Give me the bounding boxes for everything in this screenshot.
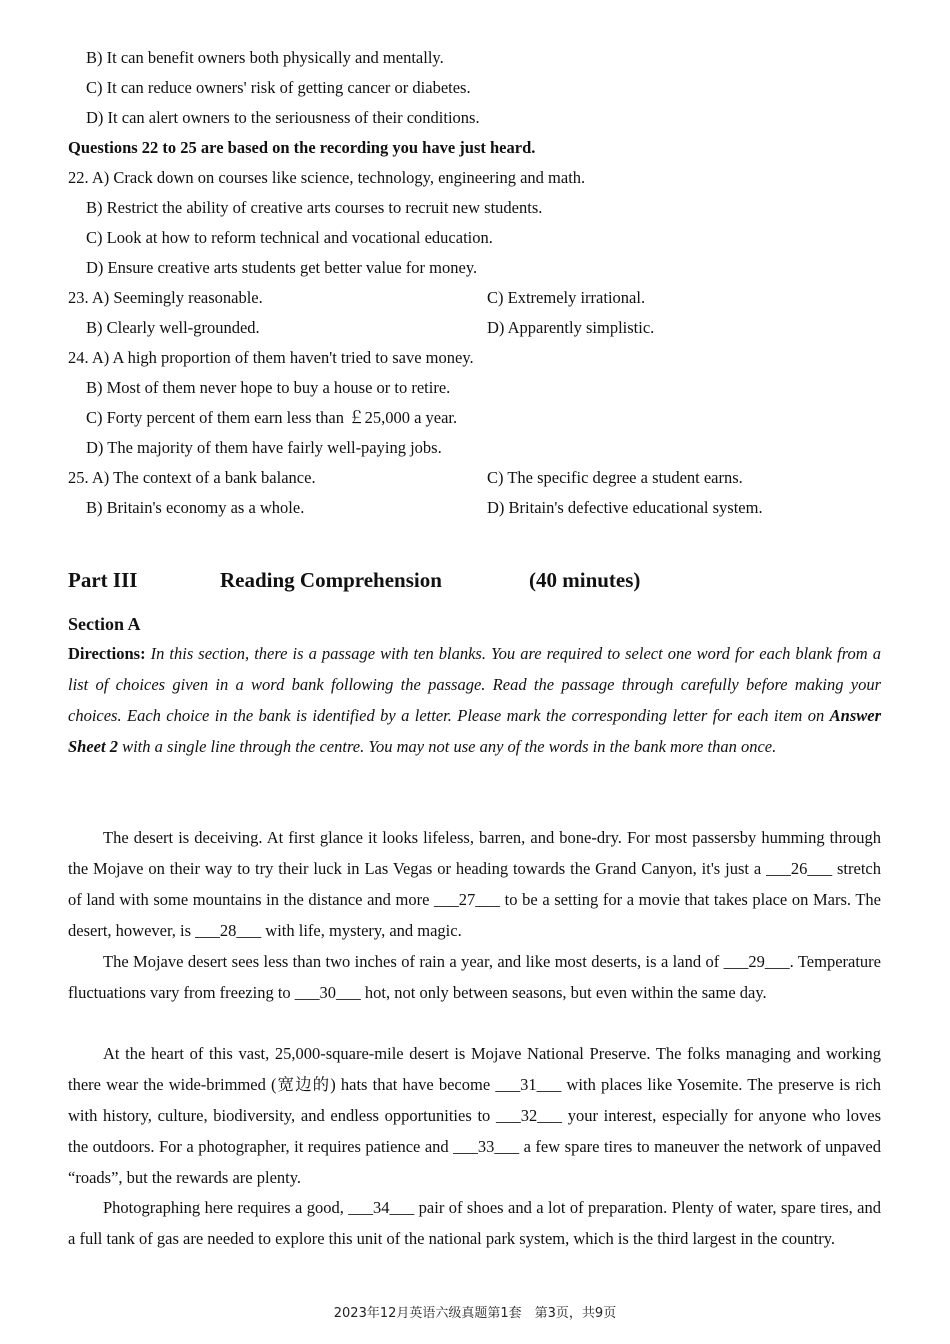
- directions-label: Directions:: [68, 644, 146, 663]
- part-label: Part III: [68, 568, 138, 592]
- q22-option-d: D) Ensure creative arts students get better value for money.: [86, 258, 478, 277]
- passage-paragraph-2: [68, 946, 881, 1008]
- passage-paragraph-3: [68, 1038, 881, 1193]
- q23-option-b: B) Clearly well-grounded.: [86, 318, 260, 337]
- q25-option-c: C) The specific degree a student earns.: [487, 468, 743, 487]
- passage-text-4: Photographing here requires a good, ___34___ pair of shoes and a lot of preparation. Plenty of water, spare tires, and a full tank of gas are needed to explore this unit of the national park system, which is the third largest in the country.: [68, 1198, 881, 1248]
- q23-option-c: C) Extremely irrational.: [487, 288, 646, 307]
- q25-option-b: B) Britain's economy as a whole.: [86, 498, 305, 517]
- passage-paragraph-1: [68, 822, 881, 946]
- directions-text-1: In this section, there is a passage with ten blanks. You are required to select one word for each blank from a list of choices given in a word bank following the passage. Read the passage through carefully before making your choices. Each choice in the bank is identified by a letter. Please mark the corresponding letter for each item on: [68, 644, 881, 725]
- passage-text-2: The Mojave desert sees less than two inches of rain a year, and like most deserts, is a land of ___29___. Temperature fluctuations vary from freezing to ___30___ hot, not only between seasons, but even within the same day.: [68, 952, 881, 1002]
- part-time: (40 minutes): [529, 568, 641, 592]
- q24-option-c: C) Forty percent of them earn less than ￡25,000 a year.: [86, 408, 458, 427]
- q22-option-a: 22. A) Crack down on courses like science, technology, engineering and math.: [68, 168, 586, 187]
- part-title: Reading Comprehension: [220, 568, 442, 592]
- q24-option-a: 24. A) A high proportion of them haven't tried to save money.: [68, 348, 474, 367]
- passage-text-1: The desert is deceiving. At first glance it looks lifeless, barren, and bone-dry. For most passersby humming through the Mojave on their way to try their luck in Las Vegas or heading towards the Grand Canyon, it's just a ___26___ stretch of land with some mountains in the distance and more ___27___ to be a setting for a movie that takes place on Mars. The desert, however, is ___28___ with life, mystery, and magic.: [68, 828, 881, 940]
- q24-option-d: D) The majority of them have fairly well-paying jobs.: [86, 438, 442, 457]
- directions-text-2: with a single line through the centre. You may not use any of the words in the bank more than once.: [117, 737, 777, 756]
- section-heading: Section A: [68, 614, 141, 634]
- q23-option-d: D) Apparently simplistic.: [487, 318, 655, 337]
- q23-option-a: 23. A) Seemingly reasonable.: [68, 288, 263, 307]
- passage-text-3: At the heart of this vast, 25,000-square-mile desert is Mojave National Preserve. The folks managing and working there wear the wide-brimmed (宽边的) hats that have become ___31___ with places like Yosemite. The preserve is rich with history, culture, biodiversity, and endless opportunities to ___32___ your interest, especially for anyone who loves the outdoors. For a photographer, it requires patience and ___33___ a few spare tires to maneuver the network of unpaved “roads”, but the rewards are plenty.: [68, 1044, 881, 1187]
- q21-option-d: D) It can alert owners to the seriousness of their conditions.: [86, 108, 480, 127]
- page-footer: 2023年12月英语六级真题第1套 第3页，共9页: [333, 1306, 617, 1321]
- q21-option-c: C) It can reduce owners' risk of getting cancer or diabetes.: [86, 78, 471, 97]
- q21-option-b: B) It can benefit owners both physically and mentally.: [86, 48, 444, 67]
- passage-paragraph-4: [68, 1192, 881, 1254]
- q24-option-b: B) Most of them never hope to buy a house or to retire.: [86, 378, 451, 397]
- q22-option-c: C) Look at how to reform technical and vocational education.: [86, 228, 493, 247]
- q25-option-a: 25. A) The context of a bank balance.: [68, 468, 316, 487]
- q22-option-b: B) Restrict the ability of creative arts courses to recruit new students.: [86, 198, 543, 217]
- q25-option-d: D) Britain's defective educational system.: [487, 498, 763, 517]
- answer-sheet-ref: Answer Sheet 2: [68, 706, 881, 756]
- questions-instruction: Questions 22 to 25 are based on the recording you have just heard.: [68, 138, 536, 157]
- directions-paragraph: [68, 638, 881, 762]
